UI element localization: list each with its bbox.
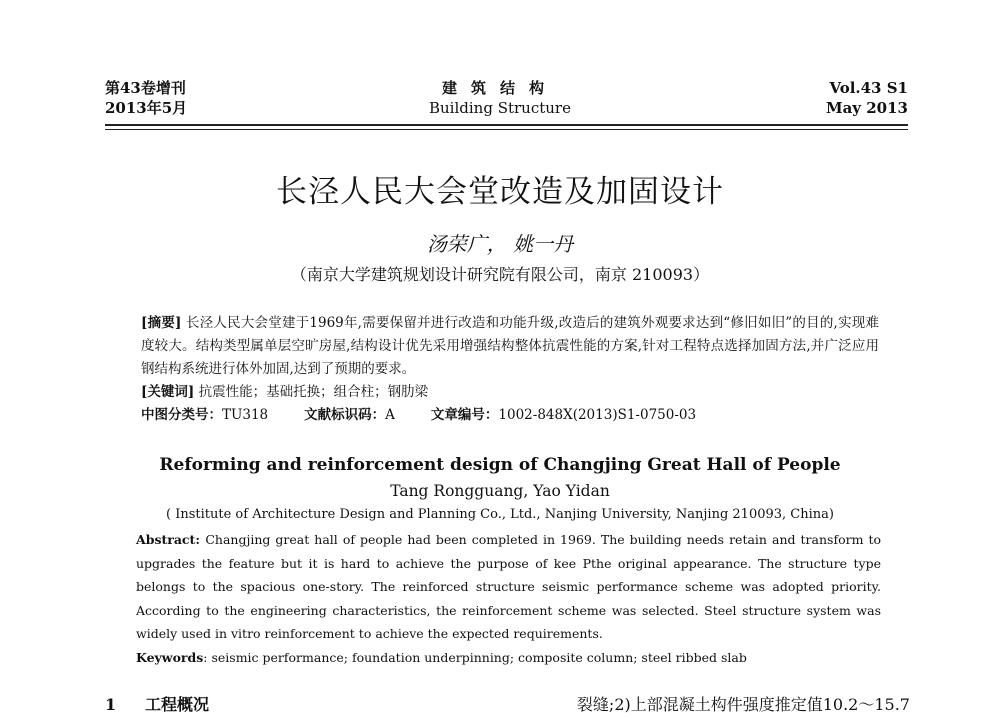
- section-heading: [105, 692, 209, 715]
- keywords-cn: [141, 381, 879, 404]
- article-number-value: 1002-848X(2013)S1-0750-03: [498, 407, 697, 423]
- affiliation: （南京大学建筑规划设计研究院有限公司，南京 210093）: [290, 265, 710, 284]
- doc-code-label: 文献标识码：: [304, 407, 386, 423]
- abstract-cn-text: 长泾人民大会堂建于1969年,需要保留并进行改造和功能升级,改造后的建筑外观要求达到“修旧如旧”的目的,实现难度较大。结构类型属单层空旷房屋,结构设计优先采用增强结构整体抗震性能的方案,针对工程特点选择加固方法,并广泛应用钢结构系统进行体外加固,达到了预期的要求。: [141, 315, 879, 377]
- english-abstract-block: [136, 528, 881, 669]
- paper-title: 长泾人民大会堂改造及加固设计: [276, 174, 724, 210]
- doc-code-value: A: [385, 407, 395, 423]
- keywords-en-label: Keywords: [136, 649, 204, 665]
- english-keywords: Keywords: seismic performance; foundation underpinning; composite column; steel ribbed slab: [136, 649, 747, 665]
- article-number-label: 文章编号：: [430, 407, 499, 423]
- volume-line: 第43卷增刊: [105, 79, 186, 97]
- header-rule-thin: [105, 129, 908, 130]
- date-line-en: May 2013: [825, 99, 908, 117]
- authors: 汤荣广， 姚一丹: [426, 232, 574, 256]
- body-text-continuation: 裂缝;2)上部混凝土构件强度推定值10.2～15.7: [576, 695, 910, 714]
- journal-name-en: Building Structure: [429, 99, 571, 117]
- section-number: 1: [105, 695, 117, 714]
- classification-line: [141, 404, 879, 427]
- abstract-en-label: Abstract: [136, 532, 196, 547]
- volume-info-en: [826, 78, 908, 118]
- date-line: 2013年5月: [105, 99, 188, 117]
- abstract-en-text: Changjing great hall of people had been completed in 1969. The building needs retain and transform to upgrades the feature but it is hard to achieve the purpose of kee Pthe original appearance. The structure type belongs to the spacious one-story. The reinforced structure seismic performance scheme was adopted priority. According to the engineering characteristics, the reinforcement scheme was selected. Steel structure system was widely used in vitro reinforcement to achieve the expected requirements.: [136, 532, 882, 641]
- english-title: Reforming and reinforcement design of Changjing Great Hall of People: [159, 455, 841, 475]
- abstract-cn: [141, 312, 879, 381]
- english-authors: Tang Rongguang, Yao Yidan: [390, 482, 610, 500]
- keywords-en-text: seismic performance; foundation underpinning; composite column; steel ribbed slab: [211, 649, 747, 665]
- volume-line-en: Vol.43 S1: [829, 79, 908, 97]
- keywords-cn-label: [关键词]: [141, 384, 195, 400]
- clc-label: 中图分类号：: [141, 407, 222, 423]
- english-affiliation: ( Institute of Architecture Design and Planning Co., Ltd., Nanjing University, Nanjing 210093, China): [166, 507, 834, 522]
- abstract-cn-block: [141, 312, 879, 427]
- english-abstract: Abstract: Changjing great hall of people had been completed in 1969. The building needs retain and transform to upgrades the feature but it is hard to achieve the purpose of kee Pthe original appearance. The structure type belongs to the spacious one-story. The reinforced structure seismic performance scheme was adopted priority. According to the engineering characteristics, the reinforcement scheme was selected. Steel structure system was widely used in vitro reinforcement to achieve the expected requirements.: [136, 532, 882, 641]
- header-rule-thick: [105, 124, 908, 126]
- section-title: 工程概况: [145, 695, 210, 714]
- journal-name-cn: 建筑结构: [441, 79, 558, 97]
- keywords-cn-text: 抗震性能；基础托换；组合柱；钢肋梁: [198, 384, 429, 400]
- abstract-cn-label: [摘要]: [141, 315, 182, 331]
- clc-value: TU318: [222, 407, 269, 423]
